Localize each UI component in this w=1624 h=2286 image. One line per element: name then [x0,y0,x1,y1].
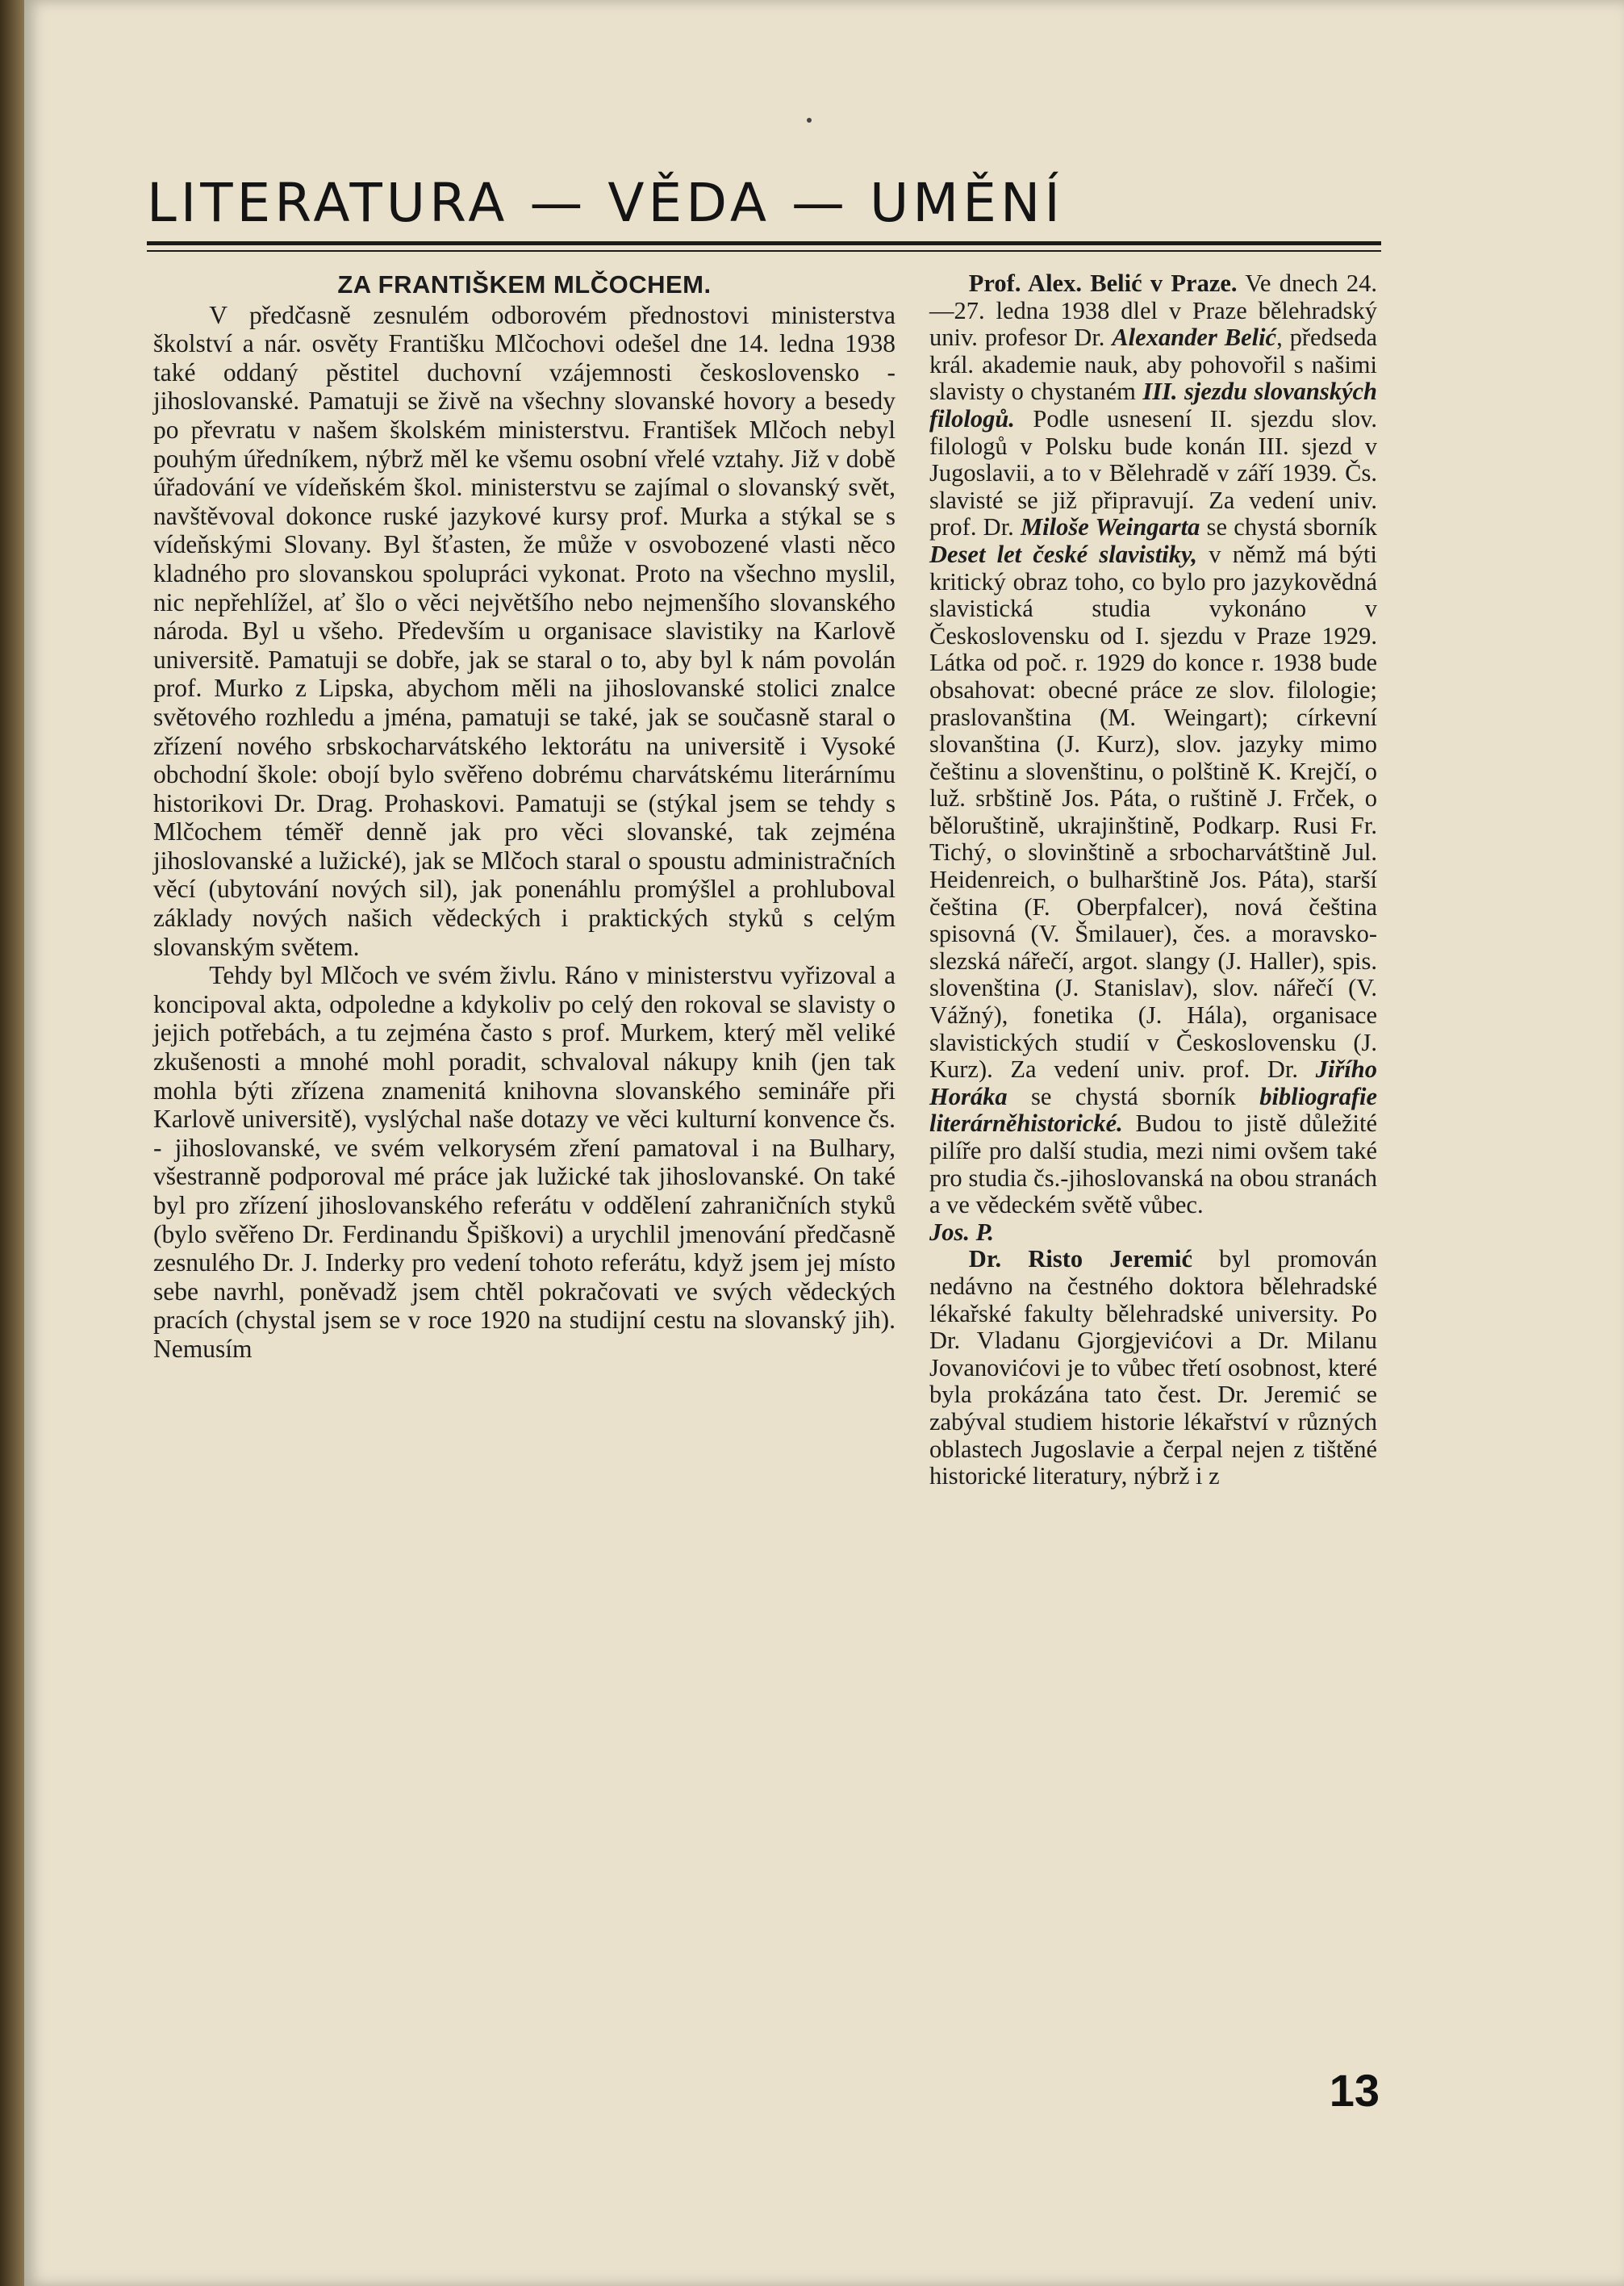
right-column [929,270,1377,1490]
news-text: byl promován nedávno na čestného doktora bělehradské lékařské fakulty bělehradské university. Po Dr. Vladanu Gjorgjevićovi a Dr. Milanu Jovanovićovi je to vůbec třetí osobnost, které byla prokázána tato čest. Dr. Jeremić se zabýval studiem historie lékařství v různých oblastech Jugoslavie a čerpal nejen z tištěné historické literatury, nýbrž i z [929,1245,1377,1490]
news-text: se chystá sborník [1007,1082,1260,1110]
header-rule-thick [147,241,1381,245]
article-title: ZA FRANTIŠKEM MLČOCHEM. [337,270,712,299]
page-number: 13 [1329,2065,1380,2116]
news-text: , předseda král. akademie nauk, aby pohovořil s našimi slavisty o chystaném [929,324,1378,406]
news-text: Budou to jistě důležité pilíře pro další studia, mezi nimi ovšem také pro studia čs.-jihoslovanská na obou stranách a ve vědeckém světě vůbec. [929,1110,1377,1219]
book-title: Deset let české slavistiky, [929,540,1198,568]
news-lead: Dr. Risto Jeremić [968,1245,1193,1273]
page-binding-edge [0,0,24,2286]
news-text: se chystá sborník [1200,513,1377,541]
person-name: Miloše Weingarta [1021,513,1200,541]
person-name: Jiřího Horáka [929,1055,1377,1110]
article-paragraph-2: Tehdy byl Mlčoch ve svém živlu. Ráno v ministerstvu vyřizoval a koncipoval akta, odpoledne a kdykoliv po celý den rokoval se slavisty o jejich potřebách, a tu zejména často s prof. Murkem, který měl veliké zkušenosti a mnohé mohl poradit, schvaloval nákupy knih (jen tak mohla býti zřízena znamenitá knihovna slovanského semináře při Karlově universitě), vyslýchal naše dotazy ve věci kulturní konvence čs. - jihoslovanské, ve svém velkorysém zření pamatoval i na Bulhary, všestranně podporoval mé práce jak lužické tak jihoslovanské. On také byl pro zřízení jihoslovanského referátu v oddělení zahraničních styků (bylo svěřeno Dr. Ferdinandu Špiškovi) a urychlil jmenování předčasně zesnulého Dr. J. Inderky pro vedení tohoto referátu, když jsem jej místo sebe navrhl, poněvadž jsem chtěl pokračovati ve svých vědeckých pracích (chystal jsem se v roce 1920 na studijní cestu na slovanský jih). Nemusím [153,961,895,1363]
article-paragraph-1: V předčasně zesnulém odborovém přednostovi ministerstva školství a nár. osvěty Františku Mlčochovi odešel dne 14. ledna 1938 také oddaný pěstitel duchovní vzájemnosti československo - jihoslovanské. Pamatuji se živě na všechny slovanské hovory a besedy po převratu v našem školském ministerstvu. František Mlčoch nebyl pouhým úředníkem, nýbrž měl ke všemu osobní vřelé vztahy. Již v době úřadování ve vídeňském škol. ministerstvu se zajímal o slovanský svět, navštěvoval dokonce ruské jazykové kursy prof. Murka a stýkal se s vídeňskými Slovany. Byl šťasten, že může v osvobozené vlasti něco kladného pro slovanskou spolupráci vykonat. Proto na všechno myslil, nic nepřehlížel, ať šlo o věci největšího nebo nejmenšího slovanského národa. Byl u všeho. Především u organisace slavistiky na Karlově universitě. Pamatuji se dobře, jak se staral o to, aby byl k nám povolán prof. Murko z Lipska, abychom měli na jihoslovanské stolici znalce světového rozhledu a jména, pamatuji se také, jak se současně staral o zřízení nového srbskocharvátského lektorátu na universitě i Vysoké obchodní škole: obojí bylo svěřeno dobrému charvátskému literárnímu historikovi Dr. Drag. Prohaskovi. Pamatuji se (stýkal jsem se tehdy s Mlčochem téměř denně jak pro věci slovanské, tak zejména jihoslovanské a lužické), jak se Mlčoch staral o spoustu administračních věcí (ubytování nových sil), jak ponenáhlu promýšlel a prohluboval základy nových našich vědeckých i praktických styků s celým slovanským světem. [153,300,895,961]
news-text: v němž má býti kritický obraz toho, co bylo pro jazykovědná slavistická studia vykonáno v Československu od I. sjezdu v Praze 1929. Látka od poč. r. 1929 do konce r. 1938 bude obsahovat: obecné práce ze slov. filologie; praslovanština (M. Weingart); církevní slovanština (J. Kurz), slov. jazyky mimo češtinu a slovenštinu, o polštině K. Krejčí, o luž. srbštině Jos. Páta, o ruštině J. Frček, o běloruštině, ukrajinštině, Podkarp. Rusi Fr. Tichý, o slovinštině a srbocharvátštině Jul. Heidenreich, o bulharštině Jos. Páta), starší čeština (F. Oberpfalcer), nová čeština spisovná (V. Šmilauer), čes. a moravsko-slezská nářečí, argot. slangy (J. Haller), spis. slovenština (J. Stanislav), slov. nářečí (V. Vážný), fonetika (J. Hála), organisace slavistických studií v Československu (J. Kurz). Za vedení univ. prof. Dr. [929,540,1377,1084]
left-column [153,270,895,1364]
news-item-jeremic [929,1246,1377,1490]
news-lead: Prof. Alex. Belić v Praze. [968,270,1238,297]
congress-name: III. sjezdu slovanských filologů. [929,378,1377,433]
news-item-belic [929,270,1377,1219]
print-speck [807,118,812,123]
person-name: Alexander Belić [1112,324,1277,352]
book-title: bibliografie literárněhistorické. [929,1082,1377,1138]
news-text: Podle usnesení II. sjezdu slov. filologů v Polsku bude konán III. sjezd v Jugoslavii, a to v Bělehradě v září 1939. Čs. slavisté se již připravují. Za vedení univ. prof. Dr. [929,404,1377,541]
section-header: LITERATURA — VĚDA — UMĚNÍ [147,172,1064,234]
header-rule-thin [147,250,1381,252]
signature: Jos. P. [929,1218,994,1246]
news-text: Ve dnech 24.—27. ledna 1938 dlel v Praze bělehradský univ. profesor Dr. [929,270,1377,352]
